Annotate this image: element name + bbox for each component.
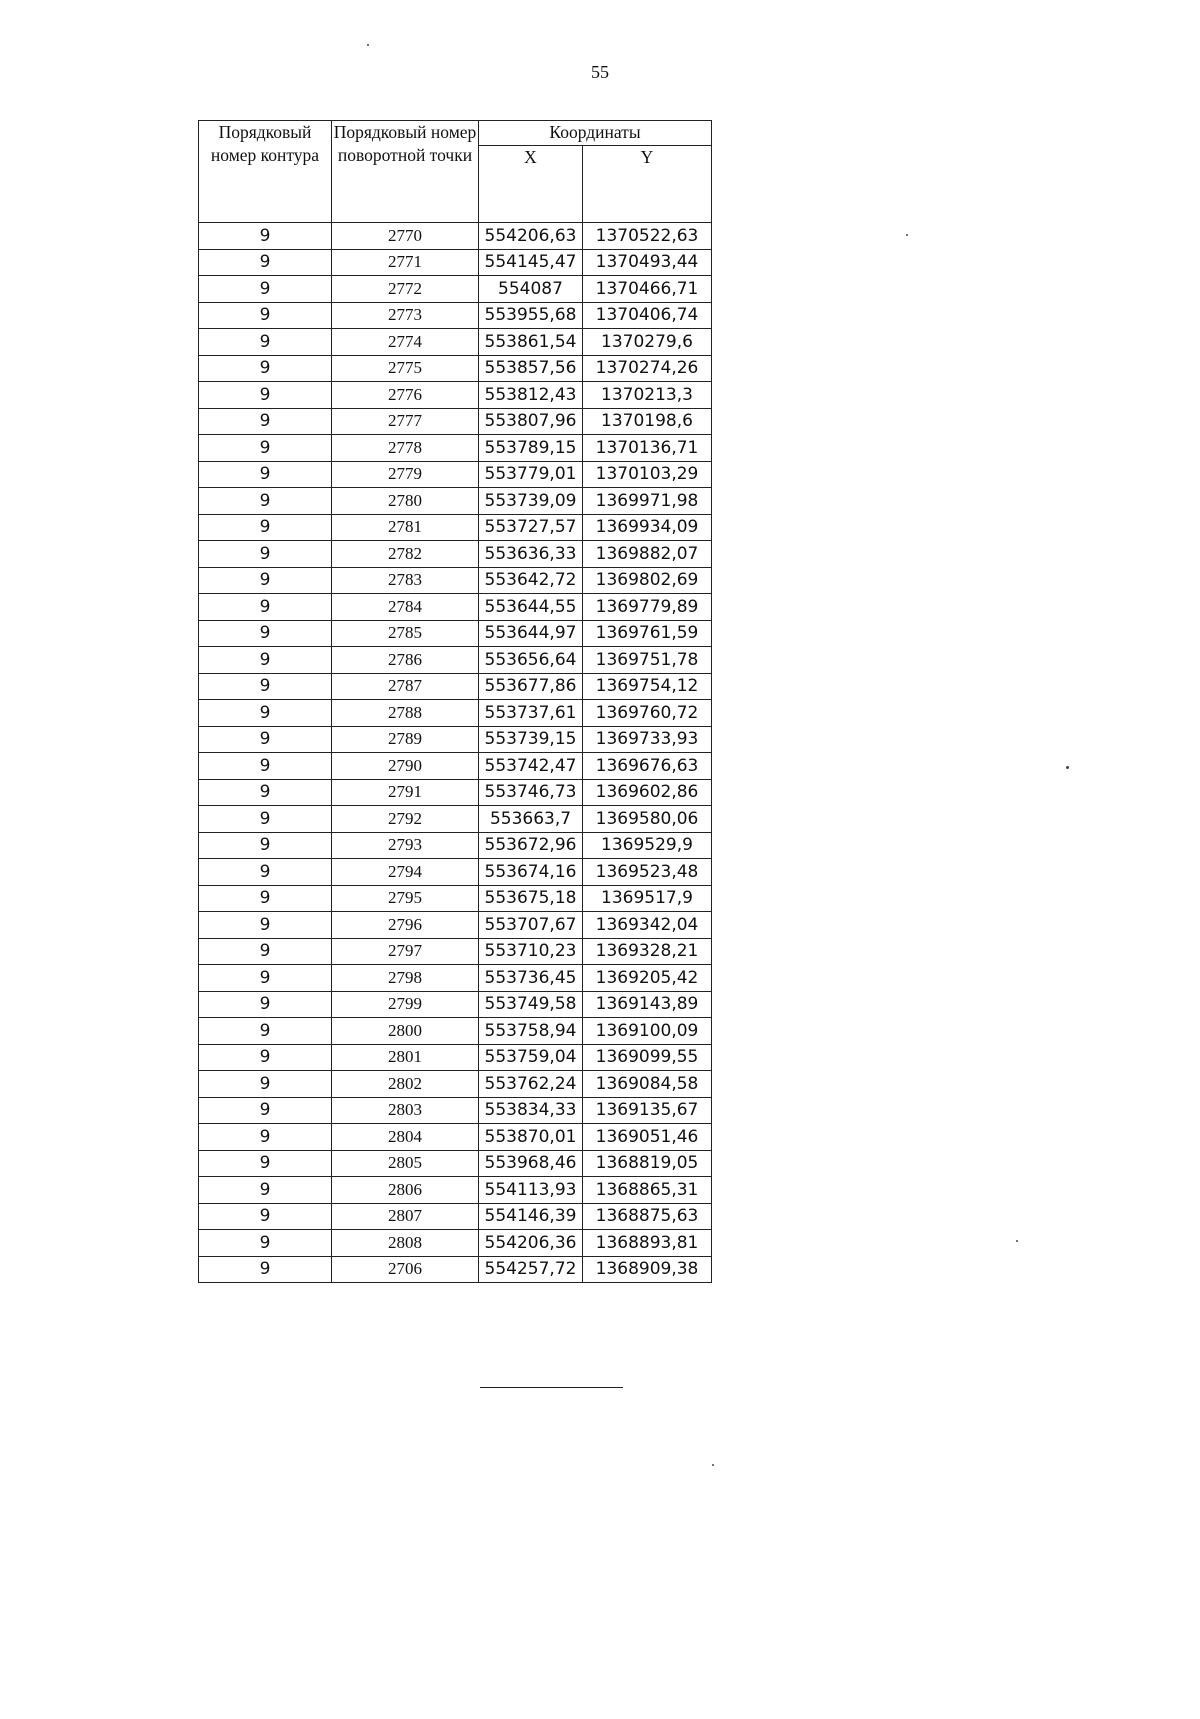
- contour-number-cell: 9: [199, 806, 332, 833]
- contour-number-cell: 9: [199, 1256, 332, 1283]
- point-number-cell: 2797: [332, 938, 479, 965]
- header-x: X: [479, 146, 583, 223]
- y-coordinate-cell: 1369754,12: [583, 673, 712, 700]
- y-coordinate-cell: 1369971,98: [583, 488, 712, 515]
- y-coordinate-cell: 1369580,06: [583, 806, 712, 833]
- scan-speck: [1016, 1240, 1018, 1242]
- point-number-cell: 2800: [332, 1018, 479, 1045]
- y-coordinate-cell: 1370136,71: [583, 435, 712, 462]
- point-number-cell: 2773: [332, 302, 479, 329]
- x-coordinate-cell: 553807,96: [479, 408, 583, 435]
- y-coordinate-cell: 1368865,31: [583, 1177, 712, 1204]
- y-coordinate-cell: 1369143,89: [583, 991, 712, 1018]
- y-coordinate-cell: 1369676,63: [583, 753, 712, 780]
- x-coordinate-cell: 553739,09: [479, 488, 583, 515]
- y-coordinate-cell: 1369760,72: [583, 700, 712, 727]
- point-number-cell: 2807: [332, 1203, 479, 1230]
- y-coordinate-cell: 1369882,07: [583, 541, 712, 568]
- contour-number-cell: 9: [199, 223, 332, 250]
- x-coordinate-cell: 553739,15: [479, 726, 583, 753]
- x-coordinate-cell: 554146,39: [479, 1203, 583, 1230]
- point-number-cell: 2777: [332, 408, 479, 435]
- point-number-cell: 2706: [332, 1256, 479, 1283]
- point-number-cell: 2784: [332, 594, 479, 621]
- x-coordinate-cell: 553834,33: [479, 1097, 583, 1124]
- contour-number-cell: 9: [199, 832, 332, 859]
- contour-number-cell: 9: [199, 1044, 332, 1071]
- y-coordinate-cell: 1369342,04: [583, 912, 712, 939]
- header-coordinates: Координаты: [479, 121, 712, 146]
- table-row: [199, 382, 712, 409]
- table-body: [199, 223, 712, 1283]
- contour-number-cell: 9: [199, 700, 332, 727]
- table-row: [199, 673, 712, 700]
- y-coordinate-cell: 1369529,9: [583, 832, 712, 859]
- x-coordinate-cell: 553762,24: [479, 1071, 583, 1098]
- table-row: [199, 329, 712, 356]
- point-number-cell: 2790: [332, 753, 479, 780]
- y-coordinate-cell: 1370466,71: [583, 276, 712, 303]
- contour-number-cell: 9: [199, 938, 332, 965]
- table-row: [199, 885, 712, 912]
- x-coordinate-cell: 553746,73: [479, 779, 583, 806]
- table-row: [199, 1124, 712, 1151]
- point-number-cell: 2789: [332, 726, 479, 753]
- contour-number-cell: 9: [199, 541, 332, 568]
- scan-speck: [367, 44, 369, 46]
- x-coordinate-cell: 553675,18: [479, 885, 583, 912]
- contour-number-cell: 9: [199, 461, 332, 488]
- point-number-cell: 2778: [332, 435, 479, 462]
- point-number-cell: 2774: [332, 329, 479, 356]
- table-row: [199, 408, 712, 435]
- contour-number-cell: 9: [199, 249, 332, 276]
- scan-speck: [906, 234, 908, 236]
- table-row: [199, 938, 712, 965]
- y-coordinate-cell: 1370103,29: [583, 461, 712, 488]
- x-coordinate-cell: 554145,47: [479, 249, 583, 276]
- x-coordinate-cell: 553758,94: [479, 1018, 583, 1045]
- scan-speck: [1066, 766, 1069, 769]
- table-row: [199, 541, 712, 568]
- x-coordinate-cell: 554257,72: [479, 1256, 583, 1283]
- table-row: [199, 1150, 712, 1177]
- table-row: [199, 435, 712, 462]
- table-row: [199, 223, 712, 250]
- x-coordinate-cell: 553861,54: [479, 329, 583, 356]
- table-row: [199, 912, 712, 939]
- y-coordinate-cell: 1368893,81: [583, 1230, 712, 1257]
- end-of-document-rule: [480, 1387, 623, 1388]
- point-number-cell: 2786: [332, 647, 479, 674]
- x-coordinate-cell: 553636,33: [479, 541, 583, 568]
- y-coordinate-cell: 1370274,26: [583, 355, 712, 382]
- x-coordinate-cell: 554113,93: [479, 1177, 583, 1204]
- point-number-cell: 2781: [332, 514, 479, 541]
- point-number-cell: 2794: [332, 859, 479, 886]
- scan-speck: [712, 1464, 714, 1466]
- y-coordinate-cell: 1369205,42: [583, 965, 712, 992]
- contour-number-cell: 9: [199, 965, 332, 992]
- y-coordinate-cell: 1369934,09: [583, 514, 712, 541]
- contour-number-cell: 9: [199, 514, 332, 541]
- point-number-cell: 2792: [332, 806, 479, 833]
- contour-number-cell: 9: [199, 991, 332, 1018]
- point-number-cell: 2803: [332, 1097, 479, 1124]
- x-coordinate-cell: 553789,15: [479, 435, 583, 462]
- table-row: [199, 276, 712, 303]
- table-row: [199, 965, 712, 992]
- contour-number-cell: 9: [199, 1071, 332, 1098]
- x-coordinate-cell: 553759,04: [479, 1044, 583, 1071]
- y-coordinate-cell: 1369100,09: [583, 1018, 712, 1045]
- y-coordinate-cell: 1369602,86: [583, 779, 712, 806]
- table-row: [199, 302, 712, 329]
- point-number-cell: 2791: [332, 779, 479, 806]
- y-coordinate-cell: 1369761,59: [583, 620, 712, 647]
- point-number-cell: 2787: [332, 673, 479, 700]
- y-coordinate-cell: 1369135,67: [583, 1097, 712, 1124]
- x-coordinate-cell: 553644,97: [479, 620, 583, 647]
- contour-number-cell: 9: [199, 620, 332, 647]
- table-row: [199, 700, 712, 727]
- contour-number-cell: 9: [199, 779, 332, 806]
- table-row: [199, 355, 712, 382]
- contour-number-cell: 9: [199, 408, 332, 435]
- x-coordinate-cell: 554087: [479, 276, 583, 303]
- table-row: [199, 488, 712, 515]
- point-number-cell: 2770: [332, 223, 479, 250]
- x-coordinate-cell: 553727,57: [479, 514, 583, 541]
- y-coordinate-cell: 1370279,6: [583, 329, 712, 356]
- table-row: [199, 991, 712, 1018]
- y-coordinate-cell: 1369517,9: [583, 885, 712, 912]
- header-y: Y: [583, 146, 712, 223]
- point-number-cell: 2776: [332, 382, 479, 409]
- x-coordinate-cell: 553656,64: [479, 647, 583, 674]
- point-number-cell: 2799: [332, 991, 479, 1018]
- page-number: 55: [591, 62, 609, 82]
- x-coordinate-cell: 553663,7: [479, 806, 583, 833]
- y-coordinate-cell: 1370198,6: [583, 408, 712, 435]
- table-row: [199, 1018, 712, 1045]
- contour-number-cell: 9: [199, 276, 332, 303]
- table-row: [199, 1256, 712, 1283]
- y-coordinate-cell: 1369802,69: [583, 567, 712, 594]
- x-coordinate-cell: 553672,96: [479, 832, 583, 859]
- x-coordinate-cell: 554206,36: [479, 1230, 583, 1257]
- x-coordinate-cell: 553779,01: [479, 461, 583, 488]
- y-coordinate-cell: 1369733,93: [583, 726, 712, 753]
- contour-number-cell: 9: [199, 912, 332, 939]
- contour-number-cell: 9: [199, 1097, 332, 1124]
- contour-number-cell: 9: [199, 753, 332, 780]
- table-row: [199, 859, 712, 886]
- table-row: [199, 249, 712, 276]
- y-coordinate-cell: 1368875,63: [583, 1203, 712, 1230]
- table-row: [199, 806, 712, 833]
- header-point-number: Порядковый номер поворотной точки: [332, 121, 479, 223]
- point-number-cell: 2805: [332, 1150, 479, 1177]
- contour-number-cell: 9: [199, 726, 332, 753]
- x-coordinate-cell: 554206,63: [479, 223, 583, 250]
- table-row: [199, 1177, 712, 1204]
- y-coordinate-cell: 1368909,38: [583, 1256, 712, 1283]
- y-coordinate-cell: 1369523,48: [583, 859, 712, 886]
- contour-number-cell: 9: [199, 1177, 332, 1204]
- table-row: [199, 1071, 712, 1098]
- point-number-cell: 2802: [332, 1071, 479, 1098]
- x-coordinate-cell: 553674,16: [479, 859, 583, 886]
- contour-number-cell: 9: [199, 567, 332, 594]
- point-number-cell: 2788: [332, 700, 479, 727]
- x-coordinate-cell: 553707,67: [479, 912, 583, 939]
- x-coordinate-cell: 553955,68: [479, 302, 583, 329]
- contour-number-cell: 9: [199, 859, 332, 886]
- y-coordinate-cell: 1368819,05: [583, 1150, 712, 1177]
- contour-number-cell: 9: [199, 355, 332, 382]
- table-row: [199, 620, 712, 647]
- contour-number-cell: 9: [199, 594, 332, 621]
- point-number-cell: 2795: [332, 885, 479, 912]
- point-number-cell: 2783: [332, 567, 479, 594]
- point-number-cell: 2793: [332, 832, 479, 859]
- point-number-cell: 2806: [332, 1177, 479, 1204]
- x-coordinate-cell: 553742,47: [479, 753, 583, 780]
- point-number-cell: 2801: [332, 1044, 479, 1071]
- table-row: [199, 594, 712, 621]
- point-number-cell: 2772: [332, 276, 479, 303]
- contour-number-cell: 9: [199, 302, 332, 329]
- x-coordinate-cell: 553857,56: [479, 355, 583, 382]
- x-coordinate-cell: 553644,55: [479, 594, 583, 621]
- x-coordinate-cell: 553642,72: [479, 567, 583, 594]
- table-row: [199, 514, 712, 541]
- y-coordinate-cell: 1370522,63: [583, 223, 712, 250]
- y-coordinate-cell: 1370493,44: [583, 249, 712, 276]
- contour-number-cell: 9: [199, 1018, 332, 1045]
- contour-number-cell: 9: [199, 1124, 332, 1151]
- table-row: [199, 647, 712, 674]
- x-coordinate-cell: 553968,46: [479, 1150, 583, 1177]
- table-row: [199, 753, 712, 780]
- point-number-cell: 2782: [332, 541, 479, 568]
- point-number-cell: 2771: [332, 249, 479, 276]
- point-number-cell: 2779: [332, 461, 479, 488]
- coordinates-table: [198, 120, 712, 1283]
- y-coordinate-cell: 1369328,21: [583, 938, 712, 965]
- y-coordinate-cell: 1369779,89: [583, 594, 712, 621]
- table-row: [199, 1097, 712, 1124]
- table-row: [199, 1230, 712, 1257]
- table-row: [199, 832, 712, 859]
- table-row: [199, 1044, 712, 1071]
- x-coordinate-cell: 553812,43: [479, 382, 583, 409]
- point-number-cell: 2798: [332, 965, 479, 992]
- point-number-cell: 2780: [332, 488, 479, 515]
- table-header: [199, 121, 712, 223]
- y-coordinate-cell: 1370406,74: [583, 302, 712, 329]
- contour-number-cell: 9: [199, 1203, 332, 1230]
- point-number-cell: 2796: [332, 912, 479, 939]
- y-coordinate-cell: 1369099,55: [583, 1044, 712, 1071]
- contour-number-cell: 9: [199, 382, 332, 409]
- y-coordinate-cell: 1369751,78: [583, 647, 712, 674]
- y-coordinate-cell: 1369084,58: [583, 1071, 712, 1098]
- contour-number-cell: 9: [199, 885, 332, 912]
- contour-number-cell: 9: [199, 673, 332, 700]
- table-row: [199, 726, 712, 753]
- x-coordinate-cell: 553870,01: [479, 1124, 583, 1151]
- x-coordinate-cell: 553677,86: [479, 673, 583, 700]
- x-coordinate-cell: 553710,23: [479, 938, 583, 965]
- contour-number-cell: 9: [199, 1150, 332, 1177]
- y-coordinate-cell: 1369051,46: [583, 1124, 712, 1151]
- header-contour-number: Порядковый номер контура: [199, 121, 332, 223]
- contour-number-cell: 9: [199, 647, 332, 674]
- point-number-cell: 2775: [332, 355, 479, 382]
- contour-number-cell: 9: [199, 488, 332, 515]
- contour-number-cell: 9: [199, 329, 332, 356]
- x-coordinate-cell: 553737,61: [479, 700, 583, 727]
- point-number-cell: 2804: [332, 1124, 479, 1151]
- contour-number-cell: 9: [199, 435, 332, 462]
- table-row: [199, 1203, 712, 1230]
- contour-number-cell: 9: [199, 1230, 332, 1257]
- x-coordinate-cell: 553749,58: [479, 991, 583, 1018]
- point-number-cell: 2808: [332, 1230, 479, 1257]
- point-number-cell: 2785: [332, 620, 479, 647]
- table-row: [199, 461, 712, 488]
- y-coordinate-cell: 1370213,3: [583, 382, 712, 409]
- table-row: [199, 567, 712, 594]
- table-row: [199, 779, 712, 806]
- x-coordinate-cell: 553736,45: [479, 965, 583, 992]
